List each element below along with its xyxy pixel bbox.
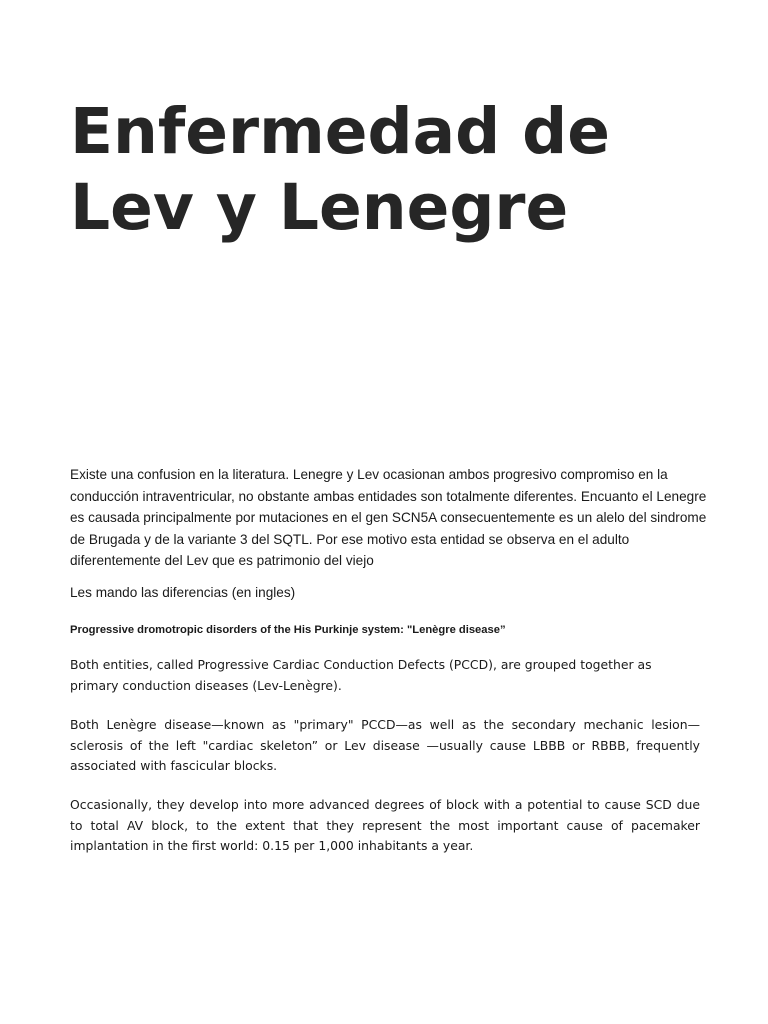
document-title: Enfermedad de Lev y Lenegre — [70, 95, 610, 244]
body-paragraph: Both Lenègre disease—known as "primary" PCCD—as well as the secondary mechanic lesion—sclerosis of the left "cardiac skeleton” or Lev disease —usually cause LBBB or RBBB, frequently associated with fascicular blocks. — [70, 717, 700, 773]
section-subheading: Progressive dromotropic disorders of the His Purkinje system: "Lenègre disease” — [70, 624, 506, 636]
body-paragraph: Both entities, called Progressive Cardiac Conduction Defects (PCCD), are grouped together as primary conduction diseases (Lev-Lenègre). — [70, 657, 652, 693]
note-text: Les mando las diferencias (en ingles) — [70, 585, 296, 600]
intro-paragraph: Existe una confusion en la literatura. Lenegre y Lev ocasionan ambos progresivo compromiso en la conducción intraventricular, no obstante ambas entidades son totalmente diferentes. Encuanto el Lenegre es causada principalmente por mutaciones en el gen SCN5A consecuentemente es un alelo del sindrome de Brugada y de la variante 3 del SQTL. Por ese motivo esta entidad se observa en el adulto diferentemente del Lev que es patrimonio del viejo — [70, 467, 707, 568]
body-paragraph: Occasionally, they develop into more advanced degrees of block with a potential to cause SCD due to total AV block, to the extent that they represent the most important cause of pacemaker implantation in the first world: 0.15 per 1,000 inhabitants a year. — [70, 797, 700, 853]
